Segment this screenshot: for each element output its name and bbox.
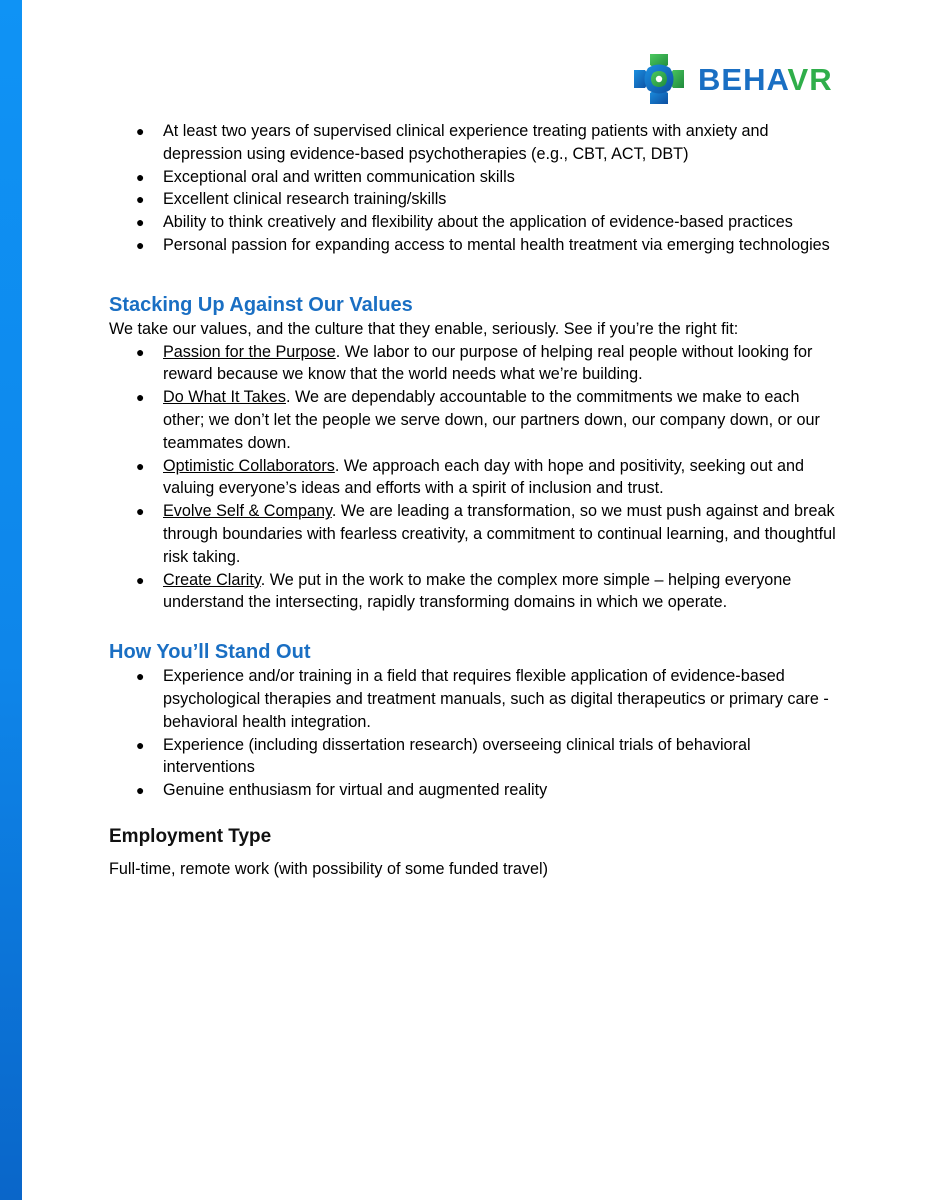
list-item: ● Do What It Takes. We are dependably accountable to the commitments we make to each other; we don’t let the people we serve down, our partners down, our company down, or our teammates down. [136, 388, 820, 452]
list-item: ● Optimistic Collaborators. We approach each day with hope and positivity, seeking out and valuing everyone’s ideas and efforts with a spirit of inclusion and trust. [136, 456, 804, 498]
list-item: ● At least two years of supervised clinical experience treating patients with anxiety and depression using evidence-based psychotherapies (e.g., CBT, ACT, DBT) [136, 122, 769, 163]
list-item: ● Create Clarity. We put in the work to make the complex more simple – helping everyone understand the intersecting, rapidly transforming domains in which we operate. [136, 570, 792, 612]
standout-heading: How You’ll Stand Out [109, 641, 311, 664]
value-term: Create Clarity [163, 570, 261, 589]
value-term: Optimistic Collaborators [163, 456, 335, 475]
values-intro: We take our values, and the culture that they enable, seriously. See if you’re the right fit: [109, 319, 739, 338]
employment-heading: Employment Type [109, 825, 272, 847]
list-item: ● Excellent clinical research training/skills [136, 190, 447, 209]
list-item: ● Genuine enthusiasm for virtual and augmented reality [136, 781, 548, 800]
value-term: Evolve Self & Company [163, 502, 332, 521]
values-list [109, 341, 839, 615]
requirements-list [109, 120, 839, 257]
values-heading: Stacking Up Against Our Values [109, 293, 413, 316]
behavr-logo [632, 52, 833, 106]
cross-emblem-icon [632, 52, 686, 106]
list-item: ● Ability to think creatively and flexibility about the application of evidence-based practices [136, 213, 793, 232]
standout-list [109, 665, 839, 802]
value-term: Passion for the Purpose [163, 342, 336, 361]
brand-wordmark: BEHAVR [698, 61, 833, 97]
list-item: ● Experience (including dissertation research) overseeing clinical trials of behavioral interventions [136, 735, 751, 777]
list-item: ● Exceptional oral and written communication skills [136, 167, 515, 186]
list-item: ● Experience and/or training in a field that requires flexible application of evidence-based psychological therapies and treatment manuals, such as digital therapeutics or primary care - behavioral health integration. [136, 667, 829, 731]
list-item: ● Personal passion for expanding access to mental health treatment via emerging technologies [136, 235, 830, 254]
list-item: ● Evolve Self & Company. We are leading a transformation, so we must push against and break through boundaries with fearless creativity, a commitment to continual learning, and thoughtful risk taking. [136, 502, 836, 566]
document-content [109, 120, 839, 881]
list-item: ● Passion for the Purpose. We labor to our purpose of helping real people without looking for reward because we know that the world needs what we’re building. [136, 342, 813, 384]
side-accent-bar [0, 0, 22, 1200]
value-term: Do What It Takes [163, 388, 286, 407]
employment-text: Full-time, remote work (with possibility of some funded travel) [109, 859, 549, 878]
